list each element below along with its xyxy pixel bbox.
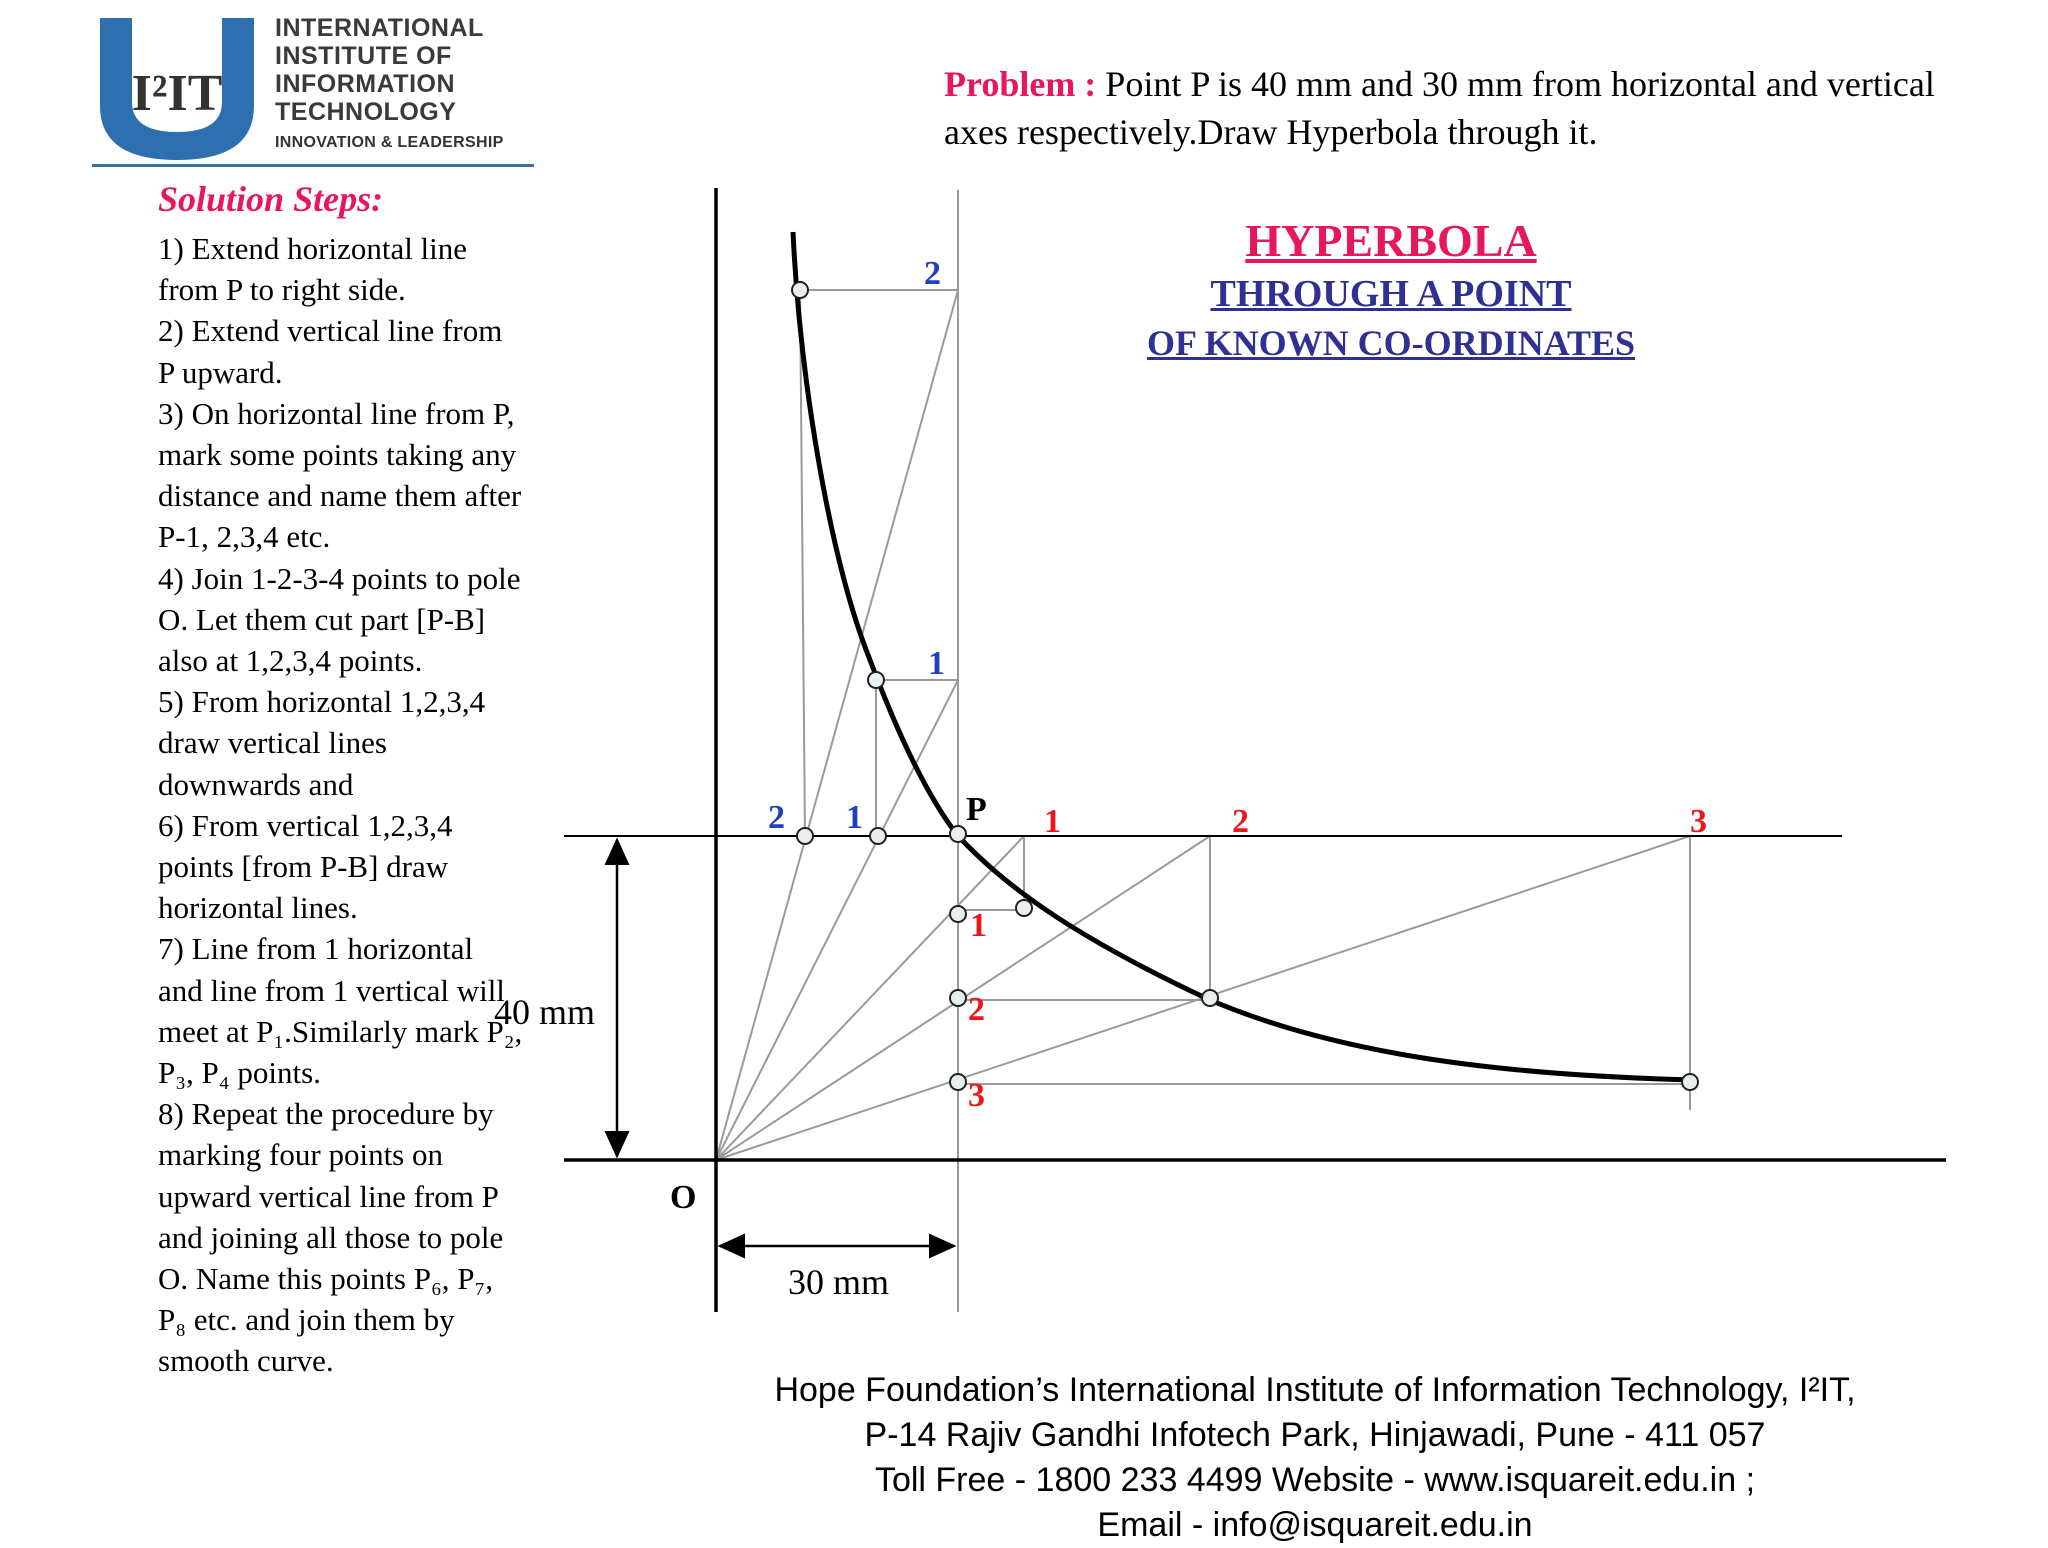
institute-name-line: INFORMATION [275,70,456,98]
step-1: 1) Extend horizontal line from P to right side. [158,231,468,308]
institute-name-line: TECHNOLOGY [275,98,457,126]
label-vertical-2: 2 [968,991,985,1028]
left-point-1 [870,828,886,844]
institute-tagline: INNOVATION & LEADERSHIP [275,134,504,151]
problem-text: Point P is 40 mm and 30 mm from horizontal and vertical axes respectively.Draw Hyperbola through it. [944,64,1935,152]
footer-line: Hope Foundation’s International Institute of Information Technology, I²IT, [774,1371,1856,1409]
construction-points [792,282,1698,1090]
label-upper-2: 2 [924,255,941,292]
ray-to-upper-1 [716,680,958,1160]
footer-line: Email - info@isquareit.edu.in [1097,1506,1533,1544]
step-7: 7) Line from 1 horizontal and line from 1 vertical will meet at P₁.Similarly mark P₂, P₃, P₄ points. [158,931,523,1091]
curve-point-p8 [792,282,808,298]
emblem-mark: I²IT [131,65,223,122]
step-2: 2) Extend vertical line from P upward. [158,313,503,390]
curve-point-p1 [1016,900,1032,916]
diagram-title: HYPERBOLA [1245,215,1537,266]
footer-address [640,1368,1990,1548]
step-4: 4) Join 1-2-3-4 points to pole O. Let them cut part [P-B] also at 1,2,3,4 points. [158,560,521,679]
curve-point-p7 [868,672,884,688]
label-origin: O [670,1179,697,1216]
step-6: 6) From vertical 1,2,3,4 points [from P-B] draw horizontal lines. [158,807,453,926]
problem-label: Problem : [944,64,1097,104]
left-point-2 [797,828,813,844]
label-vertical-1: 1 [970,907,987,944]
label-upper-1: 1 [928,645,945,682]
dimension-30mm: 30 mm [788,1262,890,1302]
institute-name-line: INSTITUTE OF [275,42,452,70]
dimension-40mm: 40 mm [494,992,596,1032]
ray-to-upper-2 [716,290,958,1160]
diagram-subtitle-2: OF KNOWN CO-ORDINATES [1146,323,1636,363]
vertical-point-1 [950,906,966,922]
label-left-2: 2 [768,799,785,836]
curve-point-p2 [1202,990,1218,1006]
step-8: 8) Repeat the procedure by marking four points on upward vertical line from P and joining all those to pole O. Name this points P₆, P₇, P₈ etc. and join them by smooth curve. [158,1096,504,1379]
vertical-point-3 [950,1074,966,1090]
construction-lines [716,190,1690,1312]
institute-name-line: INTERNATIONAL [275,14,484,42]
solution-title: Solution Steps: [158,179,384,219]
footer-line: P-14 Rajiv Gandhi Infotech Park, Hinjawadi, Pune - 411 057 [864,1416,1766,1454]
label-horizontal-3: 3 [1690,803,1707,840]
step-3: 3) On horizontal line from P, mark some points taking any distance and name them after P-1, 2,3,4 etc. [158,395,522,555]
label-horizontal-2: 2 [1232,803,1249,840]
label-left-1: 1 [846,799,863,836]
label-vertical-3: 3 [968,1077,985,1114]
step-5: 5) From horizontal 1,2,3,4 draw vertical lines downwards and [158,684,486,802]
label-horizontal-1: 1 [1044,803,1061,840]
curve-point-p3 [1682,1074,1698,1090]
point-p-marker [950,826,966,842]
footer-line: Toll Free - 1800 233 4499 Website - www.isquareit.edu.in ; [874,1461,1756,1499]
label-point-p: P [966,791,987,828]
diagram-subtitle-1: THROUGH A POINT [1210,273,1572,315]
vertical-point-2 [950,990,966,1006]
